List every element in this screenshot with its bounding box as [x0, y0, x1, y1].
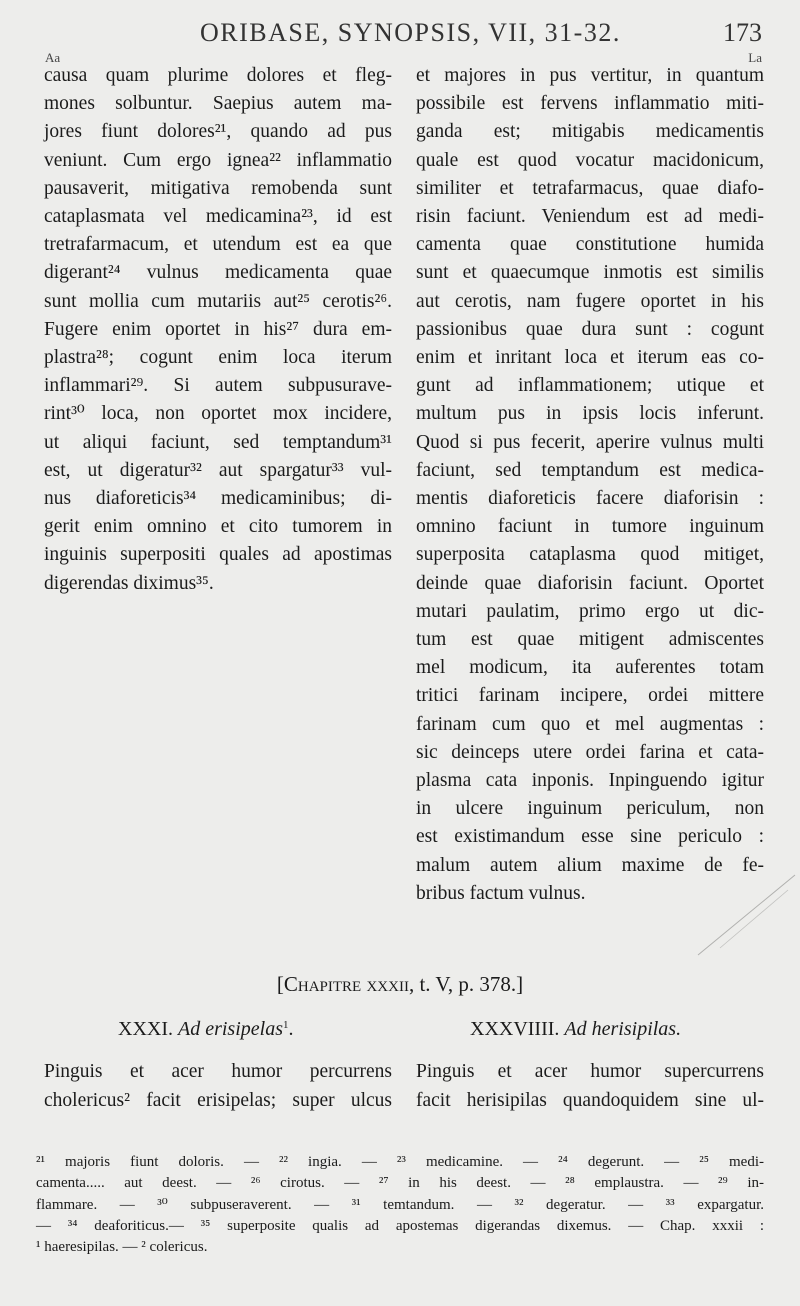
text-line: quale est quod vocatur macidonicum,: [416, 149, 764, 171]
section-heading-left: XXXI. Ad erisipelas$^1$.: [118, 1018, 294, 1040]
section-number-right: XXXVIIII.: [470, 1018, 560, 1040]
text-line: causa quam plurime dolores et fleg-: [44, 65, 392, 86]
footnotes: [36, 1152, 764, 1258]
text-line: inflammari²⁹. Si autem subpusurave-: [44, 375, 392, 397]
page-number: 173: [723, 18, 762, 47]
section-title-note-left: 1: [283, 1019, 289, 1031]
paper-scratch-mark: [690, 860, 800, 960]
text-line: digerendas diximus³⁵.: [44, 572, 214, 594]
text-line: risin faciunt. Veniendum est ad medi-: [416, 206, 764, 228]
text-line: mones solbuntur. Saepius autem ma-: [44, 93, 392, 115]
text-line: Fugere enim oportet in his²⁷ dura em-: [44, 318, 392, 340]
section-text-right: [416, 1058, 764, 1115]
text-line: inguinis superpositi quales ad apostimas: [44, 544, 392, 566]
text-line: jores fiunt dolores²¹, quando ad pus: [44, 121, 392, 143]
section-title-right: Ad herisipilas.: [564, 1018, 682, 1040]
text-line: possibile est fervens inflammatio miti-: [416, 93, 764, 115]
text-line: malum autem alium maxime de fe-: [416, 854, 764, 876]
section-title-left: Ad erisipelas: [178, 1018, 283, 1040]
text-line: plasma cata inponis. Inpinguendo igitur: [416, 770, 764, 792]
text-line: farinam cum quo et mel augmentas :: [416, 713, 764, 735]
text-line: sunt mollia cum mutariis aut²⁵ cerotis²⁶.: [44, 290, 392, 312]
text-line: nus diaforeticis³⁴ medicaminibus; di-: [44, 488, 392, 510]
text-line: cataplasmata vel medicamina²³, id est: [44, 206, 392, 228]
text-line: digerant²⁴ vulnus medicamenta quae: [44, 262, 392, 284]
footnote-line: ²¹ majoris fiunt doloris. — ²² ingia. — ²³ medicamine. — ²⁴ degerunt. — ²⁵ medi-: [36, 1154, 764, 1170]
text-line: est existimandum esse sine periculo :: [416, 826, 764, 848]
text-line: superposita cataplasma quod mitiget,: [416, 544, 764, 566]
signature-mark-left: Aa: [45, 50, 61, 65]
text-line: aut cerotis, nam fugere oportet in his: [416, 290, 764, 312]
footnote-line: — ³⁴ deaforiticus.— ³⁵ superposite qualis ad apostemas digerandas dixemus. — Chap. xxxii :: [36, 1217, 764, 1234]
text-line: tretrafarmacum, et utendum est ea que: [44, 234, 392, 256]
running-title: ORIBASE, SYNOPSIS, VII, 31-32.: [200, 18, 621, 47]
footnote-line: flammare. — ³⁰ subpuseraverent. — ³¹ temtandum. — ³² degeratur. — ³³ expargatur.: [36, 1196, 764, 1213]
text-line: bribus factum vulnus.: [416, 882, 586, 904]
text-line: sunt et quaecumque inmotis est similis: [416, 262, 764, 284]
section-number-left: XXXI.: [118, 1018, 173, 1040]
section-text-line: facit herisipilas quandoquidem sine ul-: [416, 1089, 764, 1111]
text-line: sic deinceps utere ordei farina et cata-: [416, 741, 764, 763]
signature-mark-right: La: [748, 50, 762, 65]
text-line: ganda est; mitigabis medicamentis: [416, 121, 764, 143]
text-line: tritici farinam incipere, ordei mittere: [416, 685, 764, 707]
text-line: pausaverit, mitigativa remobenda sunt: [44, 177, 392, 199]
text-line: passionibus quae dura sunt : cogunt: [416, 318, 764, 340]
section-text-line: cholericus² facit erisipelas; super ulcus: [44, 1089, 392, 1111]
text-line: mutari paulatim, primo ergo ut dic-: [416, 600, 764, 622]
text-line: omnino faciunt in tumore inguinum: [416, 516, 764, 538]
text-line: veniunt. Cum ergo ignea²² inflammatio: [44, 149, 392, 171]
section-text-line: Pinguis et acer humor supercurrens: [416, 1061, 764, 1082]
chapter-bracket: [: [276, 972, 284, 996]
text-line: est, ut digeratur³² aut spargatur³³ vul-: [44, 459, 392, 481]
text-line: mentis diaforeticis facere diaforisin :: [416, 488, 764, 510]
text-line: multum pus in ipsis locis inferunt.: [416, 403, 764, 425]
text-line: camenta quae constitutione humida: [416, 234, 764, 256]
section-heading-right: [470, 1018, 681, 1041]
chapter-reference: , t. V, p. 378.]: [408, 972, 524, 996]
text-line: similiter et tetrafarmacus, quae diafo-: [416, 177, 764, 199]
text-line: gunt ad inflammationem; utique et: [416, 375, 764, 397]
text-line: mel modicum, ita auferentes totam: [416, 657, 764, 679]
text-line: tum est quae mitigent admiscentes: [416, 629, 764, 651]
left-text-column: [44, 62, 392, 598]
section-text-line: Pinguis et acer humor percurrens: [44, 1061, 392, 1082]
text-line: in ulcere inguinum periculum, non: [416, 798, 764, 820]
text-line: et majores in pus vertitur, in quantum: [416, 65, 764, 86]
chapter-label: Chapitre xxxii: [283, 972, 409, 996]
footnote-line: camenta..... aut deest. — ²⁶ cirotus. — ²⁷ in his deest. — ²⁸ emplaustra. — ²⁹ in-: [36, 1175, 764, 1192]
text-line: faciunt, sed temptandum est medica-: [416, 459, 764, 481]
chapter-heading: [0, 972, 800, 997]
text-line: Quod si pus fecerit, aperire vulnus multi: [416, 431, 764, 453]
text-line: gerit enim omnino et cito tumorem in: [44, 516, 392, 538]
footnote-line: ¹ haeresipilas. — ² colericus.: [36, 1239, 208, 1256]
text-line: ut aliqui faciunt, sed temptandum³¹: [44, 431, 392, 453]
section-text-left: [44, 1058, 392, 1115]
running-header: [0, 18, 800, 52]
text-line: plastra²⁸; cogunt enim loca iterum: [44, 347, 392, 369]
text-line: enim et inritant loca et iterum eas co-: [416, 347, 764, 369]
text-line: deinde quae diaforisin faciunt. Oportet: [416, 572, 764, 594]
right-text-column: [416, 62, 764, 908]
text-line: rint³⁰ loca, non oportet mox incidere,: [44, 403, 392, 425]
